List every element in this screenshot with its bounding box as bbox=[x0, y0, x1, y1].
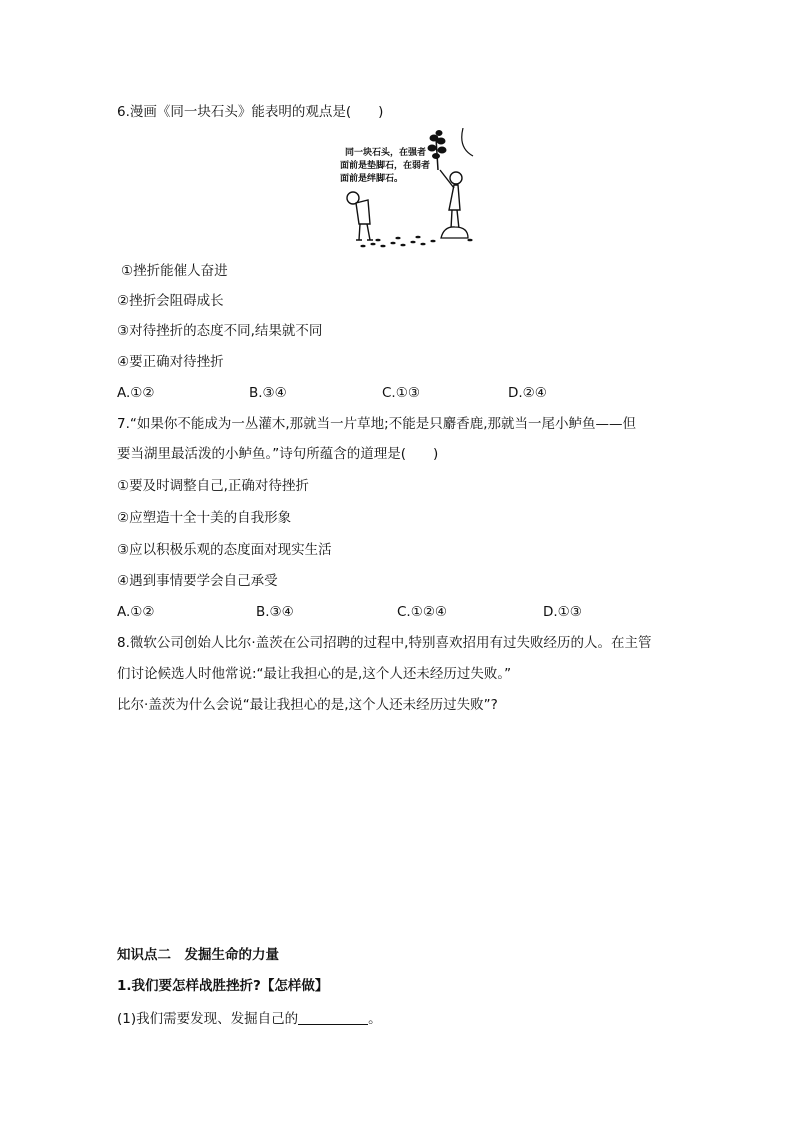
section2-item1 bbox=[117, 1010, 382, 1028]
q6-option-b[interactable]: B.③④ bbox=[249, 385, 287, 401]
q7-option-d[interactable]: D.①③ bbox=[543, 604, 582, 620]
section2-item1-prefix: (1)我们需要发现、发掘自己的 bbox=[117, 1011, 299, 1027]
q7-option-b[interactable]: B.③④ bbox=[256, 604, 294, 620]
q6-statement-4: ④要正确对待挫折 bbox=[117, 354, 224, 370]
q7-option-a[interactable]: A.①② bbox=[117, 604, 155, 620]
strong-man-figure bbox=[440, 170, 462, 229]
weak-man-figure bbox=[347, 192, 373, 240]
q6-stem: 6.漫画《同一块石头》能表明的观点是( ) bbox=[117, 104, 384, 120]
cartoon-caption-2: 面前是垫脚石，在弱者 bbox=[340, 161, 431, 171]
q7-statement-3: ③应以积极乐观的态度面对现实生活 bbox=[117, 542, 332, 558]
q6-option-c[interactable]: C.①③ bbox=[382, 385, 420, 401]
q6-options bbox=[117, 384, 677, 402]
q7-statement-2: ②应塑造十全十美的自我形象 bbox=[117, 510, 292, 526]
q6-statement-2: ②挫折会阻碍成长 bbox=[117, 293, 224, 309]
q7-options bbox=[117, 603, 677, 621]
section2-subtitle: 1.我们要怎样战胜挫折?【怎样做】 bbox=[117, 978, 329, 994]
q7-stem-line2: 要当湖里最活泼的小鲈鱼。”诗句所蕴含的道理是( ) bbox=[117, 446, 439, 462]
cartoon-same-stone bbox=[318, 128, 478, 248]
cartoon-caption-3: 面前是绊脚石。 bbox=[340, 174, 404, 184]
q6-option-a[interactable]: A.①② bbox=[117, 385, 155, 401]
stepping-stone bbox=[441, 227, 468, 238]
fill-blank[interactable] bbox=[298, 1010, 368, 1025]
q7-statement-4: ④遇到事情要学会自己承受 bbox=[117, 573, 278, 589]
cartoon-caption-1: 同一块石头，在强者 bbox=[345, 148, 427, 158]
q6-option-d[interactable]: D.②④ bbox=[508, 385, 547, 401]
q8-line2: 们讨论候选人时他常说:“最让我担心的是,这个人还未经历过失败。” bbox=[117, 666, 512, 682]
section2-title: 知识点二 发掘生命的力量 bbox=[117, 947, 279, 963]
q8-line1: 8.微软公司创始人比尔·盖茨在公司招聘的过程中,特别喜欢招用有过失败经历的人。在主管 bbox=[117, 635, 652, 651]
q6-statement-3: ③对待挫折的态度不同,结果就不同 bbox=[117, 323, 323, 339]
section2-item1-suffix: 。 bbox=[368, 1011, 382, 1027]
plant-icon bbox=[428, 131, 446, 171]
q7-statement-1: ①要及时调整自己,正确对待挫折 bbox=[117, 478, 309, 494]
q7-stem-line1: 7.“如果你不能成为一丛灌木,那就当一片草地;不能是只麝香鹿,那就当一尾小鲈鱼——但 bbox=[117, 416, 637, 432]
q8-question: 比尔·盖茨为什么会说“最让我担心的是,这个人还未经历过失败”? bbox=[117, 697, 498, 713]
q6-statement-1: ①挫折能催人奋进 bbox=[121, 263, 228, 279]
q7-option-c[interactable]: C.①②④ bbox=[397, 604, 448, 620]
